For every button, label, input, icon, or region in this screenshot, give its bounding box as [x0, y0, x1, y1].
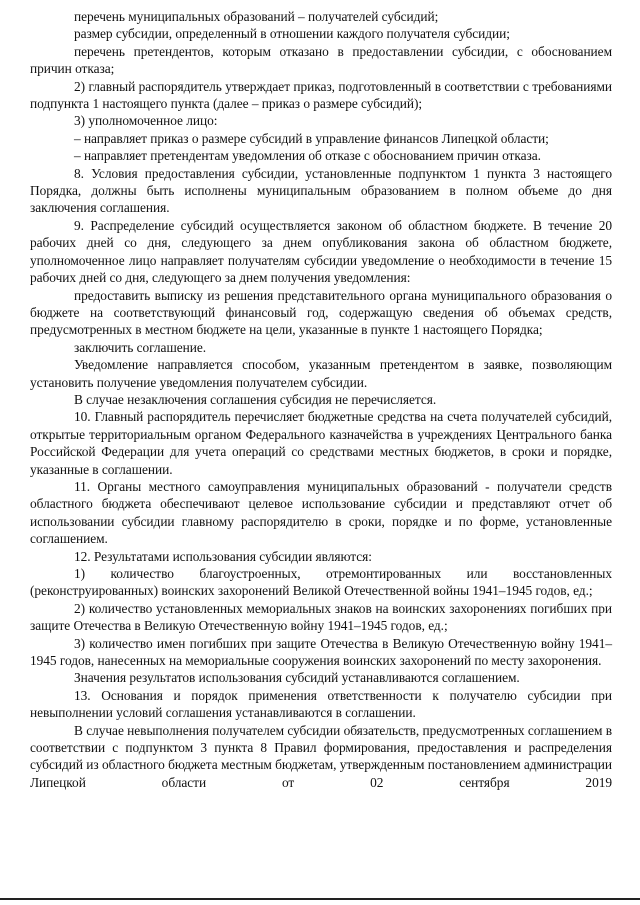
- page-bottom-edge: [0, 898, 640, 900]
- paragraph: 11. Органы местного самоуправления муниципальных образований - получатели средств областного бюджета обеспечивают целевое использование субсидии и представляют отчет об использовании субсидии главному распорядителю в сроки, порядке и по форме, установленные соглашением.: [30, 478, 612, 547]
- document-body: [30, 8, 612, 791]
- paragraph: предоставить выписку из решения представительного органа муниципального образования о бюджете на соответствующий финансовый год, содержащую сведения об объемах средств, предусмотренных в местном бюджете на цели, указанные в пункте 1 настоящего Порядка;: [30, 287, 612, 338]
- paragraph: 2) количество установленных мемориальных знаков на воинских захоронениях погибших при защите Отечества в Великую Отечественную войну 1941–1945 годов, ед.;: [30, 600, 612, 634]
- paragraph: Значения результатов использования субсидий устанавливаются соглашением.: [74, 670, 520, 686]
- paragraph: 13. Основания и порядок применения ответственности к получателю субсидии при невыполнении условий соглашения устанавливаются в соглашении.: [30, 687, 612, 721]
- paragraph: Уведомление направляется способом, указанным претендентом в заявке, позволяющим установить получение уведомления получателем субсидии.: [30, 357, 612, 390]
- paragraph: 3) количество имен погибших при защите Отечества в Великую Отечественную войну 1941–1945 годов, нанесенных на мемориальные сооружения воинских захоронений по месту захоронения.: [30, 635, 612, 669]
- paragraph: заключить соглашение.: [74, 339, 207, 355]
- paragraph: перечень претендентов, которым отказано в предоставлении субсидии, с обоснованием причин отказа;: [30, 43, 612, 77]
- paragraph: 9. Распределение субсидий осуществляется законом об областном бюджете. В течение 20 рабочих дней со дня, следующего за днем опубликования закона об областном бюджете, уполномоченное лицо направляет получателям субсидии уведомление о необходимости в течение 15 рабочих дней со дня, следующего за днем получения уведомления:: [30, 217, 612, 286]
- paragraph: – направляет претендентам уведомления об отказе с обоснованием причин отказа.: [74, 148, 541, 164]
- paragraph: размер субсидии, определенный в отношении каждого получателя субсидии;: [74, 26, 510, 42]
- paragraph: 1) количество благоустроенных, отремонтированных или восстановленных (реконструированных) воинских захоронений Великой Отечественной войны 1941–1945 годов, ед.;: [30, 566, 612, 599]
- paragraph: 3) уполномоченное лицо:: [74, 113, 218, 129]
- paragraph: 10. Главный распорядитель перечисляет бюджетные средства на счета получателей субсидий, открытые территориальным органом Федерального казначейства в учреждениях Центрального банка Российской Федерации для учета операций со средствами местных бюджетов, в сроки и порядке, указанные в соглашении.: [30, 409, 612, 477]
- paragraph: 8. Условия предоставления субсидии, установленные подпунктом 1 пункта 3 настоящего Порядка, должны быть исполнены муниципальным образованием в полном объеме до дня заключения соглашения.: [30, 165, 612, 216]
- paragraph: – направляет приказ о размере субсидий в управление финансов Липецкой области;: [74, 130, 549, 146]
- paragraph: 12. Результатами использования субсидии являются:: [74, 548, 372, 564]
- paragraph: В случае невыполнения получателем субсидии обязательств, предусмотренных соглашением в соответствии с подпунктом 3 пункта 8 Правил формирования, предоставления и распределения субсидий из областного бюджета местным бюджетам, утвержденным постановлением администрации Липецкой области от 02 сентября 2019: [30, 722, 612, 790]
- paragraph: В случае незаключения соглашения субсидия не перечисляется.: [74, 391, 437, 407]
- paragraph: 2) главный распорядитель утверждает приказ, подготовленный в соответствии с требованиями подпункта 1 настоящего пункта (далее – приказ о размере субсидий);: [30, 78, 612, 112]
- paragraph: перечень муниципальных образований – получателей субсидий;: [74, 9, 439, 24]
